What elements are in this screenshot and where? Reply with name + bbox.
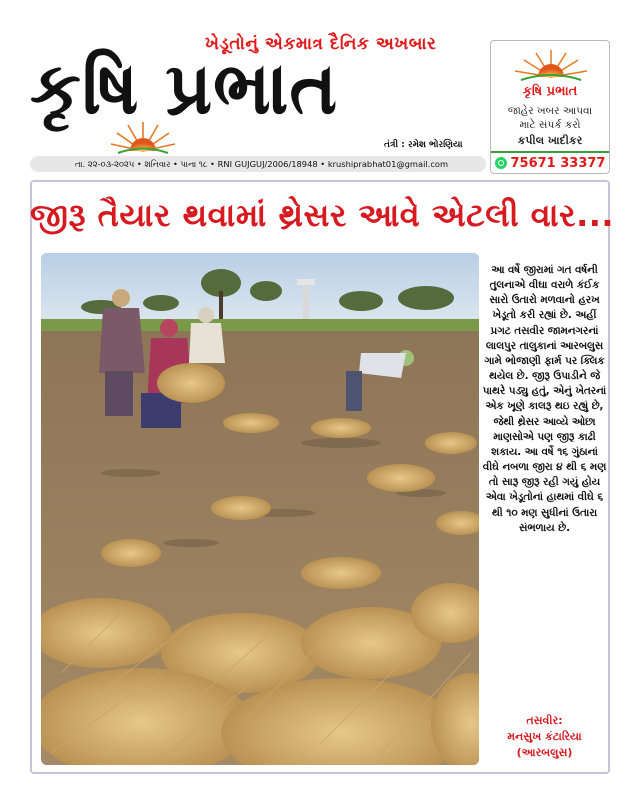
ad-line-2: માટે સંપર્ક કરો (519, 119, 581, 131)
photo-credit-label: તસવીર: (526, 714, 563, 727)
advertise-contact-box[interactable] (490, 40, 610, 174)
whatsapp-icon (495, 157, 507, 169)
photo-credit-place: (આરબલુસ) (516, 746, 573, 759)
ad-phone-number[interactable]: 75671 33377 (510, 155, 606, 171)
article-headline[interactable]: જીરૂ તૈયાર થવામાં થ્રેસર આવે એટલી વાર... (30, 196, 615, 234)
cumin-harvest-photo (41, 253, 479, 765)
article-photo[interactable] (41, 253, 479, 765)
ad-line-1: જાહેર ખબર આપવા (507, 105, 593, 117)
masthead-tagline: ખેડૂતોનું એકમાત્ર દૈનિક અખબાર (205, 34, 437, 54)
editor-credit: તંત્રી : રમેશ ભોરણિયા (384, 140, 463, 150)
ad-contact-name: કપીલ ખાદીકર (517, 134, 583, 147)
article-body: આ વર્ષે જીરામાં ગત વર્ષની તુલનાએ વીઘા વરાળે કંઈક સારો ઉતારો મળવાનો હરખ ખેડૂતો કરી રહ્યાં છે. અહીં પ્રગટ તસવીર જામનગરનાં લાલપુર તાલુકાનાં આરબલુસ ગામે ભોજાણી ફાર્મ પર ક્લિક થયેલ છે. જીરૂ ઉપાડીને જે પાથરે પડ્યુ હતું, એનું ખેતરનાં એક ખૂણે કાલરૂ થઇ રહ્યું છે, જેથી થ્રેસર આવ્યે ઓછા માણસોએ પણ જીરૂ કાઢી શકાય. આ વર્ષે ૧૬ ગુંઠાનાં વીઘે નબળા જીરા ૪ થી ૬ મણ તો સારૂ જીરૂ રહી ગયું હોય એવા ખેડૂતોનાં હાથમાં વીઘે ૬ થી ૧૦ મણ સુધીનાં ઉતારા સંભળાય છે. (482, 264, 607, 534)
photo-credit-name: મનસુખ કંટારિયા (507, 730, 582, 743)
ad-phone-row[interactable] (491, 151, 609, 173)
sunrise-logo-icon (509, 47, 593, 81)
newspaper-title[interactable]: કૃષિ પ્રભાત (30, 46, 339, 130)
ad-brand-name: કૃષિ પ્રભાત (522, 84, 578, 99)
sunrise-logo-icon (108, 118, 178, 154)
issue-info-bar: તા. ૨૨-૦૩-૨૦૨૫ • શનિવાર • પાના ૧૮ • RNI GUJGUJ/2006/18948 • krushiprabhat01@gmail.com (30, 156, 486, 172)
